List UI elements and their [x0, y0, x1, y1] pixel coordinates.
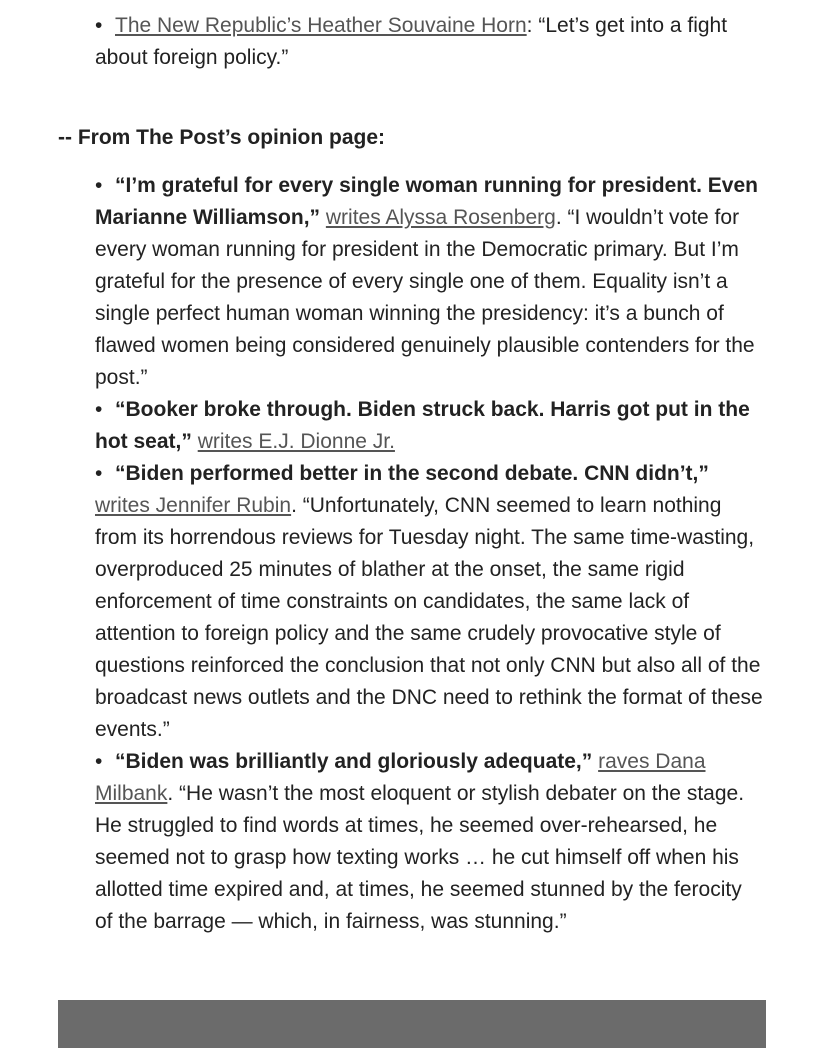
milbank-link[interactable]: raves Dana Milbank — [95, 750, 706, 805]
dionne-link[interactable]: writes E.J. Dionne Jr. — [197, 430, 395, 453]
section-heading: -- From The Post’s opinion page: — [58, 126, 386, 149]
item-text: . “He wasn’t the most eloquent or stylish debater on the stage. He struggled to find words at times, he seemed over-rehearsed, he seemed not to grasp how texting works … he cut himself off when his allotted time expired and, at times, he seemed stunned by the ferocity of the barrage — which, in fairness, was stunning.” — [95, 782, 745, 933]
list-item — [95, 746, 765, 938]
bullet: • — [95, 174, 103, 197]
intro-item-text: : “Let’s get into a fight about foreign policy.” — [95, 14, 728, 69]
list-item — [95, 394, 765, 458]
bullet: • — [95, 14, 103, 37]
item-text: . “I wouldn’t vote for every woman running for president in the Democratic primary. But I’m grateful for the presence of every single one of them. Equality isn’t a single perfect human woman winning the presidency: it’s a bunch of flawed women being considered genuinely plausible contenders for the post.” — [95, 206, 755, 389]
intro-list-item — [95, 10, 765, 74]
opinion-list — [95, 170, 765, 938]
item-quote: “Biden performed better in the second debate. CNN didn’t,” — [115, 462, 709, 485]
footer-bar — [58, 1000, 766, 1048]
list-item — [95, 458, 765, 746]
new-republic-link[interactable]: The New Republic’s Heather Souvaine Horn — [115, 14, 527, 37]
item-quote: “I’m grateful for every single woman running for president. Even Marianne Williamson,” — [95, 174, 758, 229]
rosenberg-link[interactable]: writes Alyssa Rosenberg — [325, 206, 556, 229]
item-text: . “Unfortunately, CNN seemed to learn nothing from its horrendous reviews for Tuesday night. The same time-wasting, overproduced 25 minutes of blather at the onset, the same rigid enforcement of time constraints on candidates, the same lack of attention to foreign policy and the same crudely provocative style of questions reinforced the conclusion that not only CNN but also all of the broadcast news outlets and the DNC need to rethink the format of these events.” — [95, 494, 763, 741]
bullet: • — [95, 398, 103, 421]
rubin-link[interactable]: writes Jennifer Rubin — [95, 494, 292, 517]
item-quote: “Booker broke through. Biden struck back. Harris got put in the hot seat,” — [95, 398, 750, 453]
list-item — [95, 170, 765, 394]
bullet: • — [95, 750, 103, 773]
item-quote: “Biden was brilliantly and gloriously adequate,” — [115, 750, 593, 773]
bullet: • — [95, 462, 103, 485]
